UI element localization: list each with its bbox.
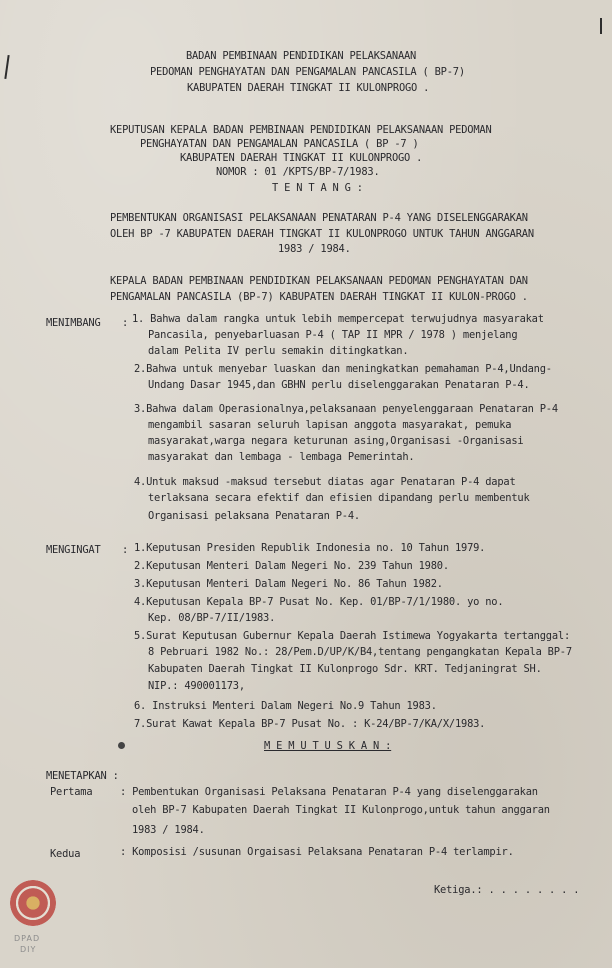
subject-line-1: PEMBENTUKAN ORGANISASI PELAKSANAAN PENATARAN P-4 YANG DISELENGGARAKAN: [110, 212, 528, 224]
kedua-line: : Komposisi /susunan Orgaisasi Pelaksana Penataran P-4 terlampir.: [120, 846, 514, 858]
pertama-line: oleh BP-7 Kabupaten Daerah Tingkat II Kulonprogo,untuk tahun anggaran: [132, 804, 550, 816]
menimbang-line: terlaksana secara efektif dan efisien dipandang perlu membentuk: [148, 492, 530, 504]
decree-number: NOMOR : 01 /KPTS/BP-7/1983.: [216, 166, 380, 178]
mengingat-line: NIP.: 490001173,: [148, 680, 245, 692]
pertama-line: 1983 / 1984.: [132, 824, 205, 836]
pertama-label: Pertama: [50, 786, 93, 798]
mengingat-line: 2.Keputusan Menteri Dalam Negeri No. 239 Tahun 1980.: [134, 560, 449, 572]
menetapkan-label: MENETAPKAN :: [46, 770, 119, 782]
header-line-1: BADAN PEMBINAAN PENDIDIKAN PELAKSANAAN: [186, 50, 417, 62]
menimbang-line: masyarakat dan lembaga - lembaga Pemerintah.: [148, 451, 415, 463]
mengingat-line: 4.Keputusan Kepala BP-7 Pusat No. Kep. 01/BP-7/1/1980. yo no.: [134, 596, 504, 608]
mengingat-colon: :: [122, 544, 129, 556]
menimbang-line: 3.Bahwa dalam Operasionalnya,pelaksanaan penyelenggaraan Penataran P-4: [134, 403, 558, 415]
kedua-label: Kedua: [50, 848, 81, 860]
menimbang-line: dalam Pelita IV perlu semakin ditingkatkan.: [148, 345, 409, 357]
menimbang-line: mengambil sasaran seluruh lapisan anggota masyarakat, pemuka: [148, 419, 512, 431]
memutuskan-heading: M E M U T U S K A N :: [264, 740, 392, 752]
authority-line-2: PENGAMALAN PANCASILA (BP-7) KABUPATEN DAERAH TINGKAT II KULON-PROGO .: [110, 291, 528, 303]
menimbang-line: Organisasi pelaksana Penataran P-4.: [148, 510, 360, 522]
subject-line-2: OLEH BP -7 KABUPATEN DAERAH TINGKAT II KULONPROGO UNTUK TAHUN ANGGARAN: [110, 228, 534, 240]
subject-line-3: 1983 / 1984.: [278, 243, 351, 255]
mengingat-line: 6. Instruksi Menteri Dalam Negeri No.9 Tahun 1983.: [134, 700, 437, 712]
menimbang-line: Pancasila, penyebarluasan P-4 ( TAP II MPR / 1978 ) menjelang: [148, 329, 518, 341]
menimbang-line: 2.Bahwa untuk menyebar luaskan dan meningkatkan pemahaman P-4,Undang-: [134, 363, 552, 375]
mengingat-line: 3.Keputusan Menteri Dalam Negeri No. 86 Tahun 1982.: [134, 578, 443, 590]
header-line-2: PEDOMAN PENGHAYATAN DAN PENGAMALAN PANCASILA ( BP-7): [150, 66, 465, 78]
title-line-1: KEPUTUSAN KEPALA BADAN PEMBINAAN PENDIDIKAN PELAKSANAAN PEDOMAN: [110, 124, 492, 136]
logo-text: DIY: [20, 945, 37, 954]
edge-mark: [600, 18, 602, 34]
menimbang-line: 1. Bahwa dalam rangka untuk lebih mempercepat terwujudnya masyarakat: [132, 313, 544, 325]
mengingat-label: MENGINGAT: [46, 544, 101, 556]
tentang-heading: T E N T A N G :: [272, 182, 363, 194]
title-line-3: KABUPATEN DAERAH TINGKAT II KULONPROGO .: [180, 152, 423, 164]
pertama-line: : Pembentukan Organisasi Pelaksana Penataran P-4 yang diselenggarakan: [120, 786, 538, 798]
menimbang-line: Undang Dasar 1945,dan GBHN perlu diselenggarakan Penataran P-4.: [148, 379, 530, 391]
menimbang-colon: :: [122, 317, 129, 329]
menimbang-label: MENIMBANG: [46, 317, 101, 329]
mengingat-line: 7.Surat Kawat Kepala BP-7 Pusat No. : K-24/BP-7/KA/X/1983.: [134, 718, 486, 730]
mengingat-line: Kep. 08/BP-7/II/1983.: [148, 612, 276, 624]
mengingat-line: 8 Pebruari 1982 No.: 28/Pem.D/UP/K/B4,tentang pengangkatan Kepala BP-7: [148, 646, 572, 658]
archive-logo-icon: [10, 880, 56, 926]
authority-line-1: KEPALA BADAN PEMBINAAN PENDIDIKAN PELAKSANAAN PEDOMAN PENGHAYATAN DAN: [110, 275, 528, 287]
logo-text: DPAD: [14, 934, 41, 943]
continued-marker: Ketiga.: . . . . . . . .: [434, 884, 580, 896]
mengingat-line: 1.Keputusan Presiden Republik Indonesia no. 10 Tahun 1979.: [134, 542, 486, 554]
mengingat-line: Kabupaten Daerah Tingkat II Kulonprogo Sdr. KRT. Tedjaningrat SH.: [148, 663, 542, 675]
header-line-3: KABUPATEN DAERAH TINGKAT II KULONPROGO .: [187, 82, 430, 94]
edge-mark: [4, 55, 9, 79]
menimbang-line: masyarakat,warga negara keturunan asing,Organisasi -Organisasi: [148, 435, 524, 447]
mengingat-line: 5.Surat Keputusan Gubernur Kepala Daerah Istimewa Yogyakarta tertanggal:: [134, 630, 571, 642]
ink-dot: [118, 742, 125, 749]
menimbang-line: 4.Untuk maksud -maksud tersebut diatas agar Penataran P-4 dapat: [134, 476, 516, 488]
title-line-2: PENGHAYATAN DAN PENGAMALAN PANCASILA ( BP -7 ): [140, 138, 419, 150]
